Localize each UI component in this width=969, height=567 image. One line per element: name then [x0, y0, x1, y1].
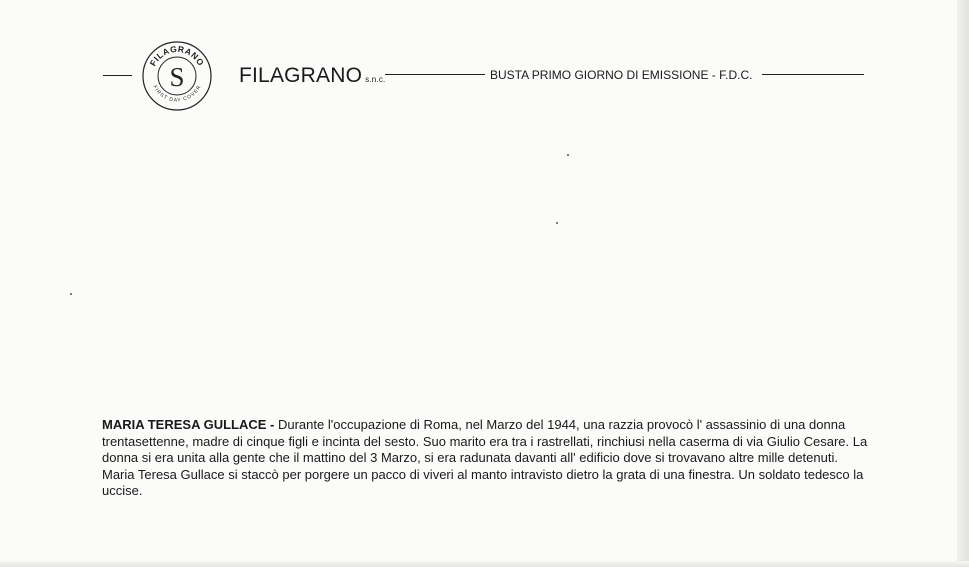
brand-name — [239, 64, 385, 88]
paper-speck — [556, 222, 558, 224]
description-body: Durante l'occupazione di Roma, nel Marzo del 1944, una razzia provocò l' assassinio di una donna trentasettenne, madre di cinque figli e incinta del sesto. Suo marito era tra i rastrellati, rinchiusi nella caserma di via Giulio Cesare. La donna si era unita alla gente che il mattino del 3 Marzo, si era radunata davanti all' edificio dove si trovavano altre mille detenuti. Maria Teresa Gullace si staccò per porgere un pacco di viveri al manto intravisto dietro la grata di una finestra. Un soldato tedesco la uccise. — [102, 417, 868, 498]
logo-ring-bottom-text: FIRST DAY COVER — [151, 84, 203, 104]
header-rule-left — [103, 75, 132, 76]
logo-ring-top-text: FILAGRANO — [147, 43, 207, 68]
brand-suffix: s.n.c. — [365, 75, 386, 84]
header-rule-middle — [385, 74, 485, 75]
paper-speck — [70, 293, 72, 295]
envelope-bottom-edge — [0, 561, 969, 567]
brand-title: FILAGRANO — [239, 64, 363, 87]
header-rule-right — [762, 74, 864, 75]
paper-speck — [567, 154, 569, 156]
stamp-description — [102, 417, 872, 500]
fdc-label: BUSTA PRIMO GIORNO DI EMISSIONE - F.D.C. — [490, 68, 753, 82]
logo-monogram: S — [169, 62, 185, 92]
filagrano-seal-logo — [141, 40, 213, 112]
envelope-edge-shadow — [957, 0, 969, 567]
description-title: MARIA TERESA GULLACE - — [102, 417, 275, 432]
